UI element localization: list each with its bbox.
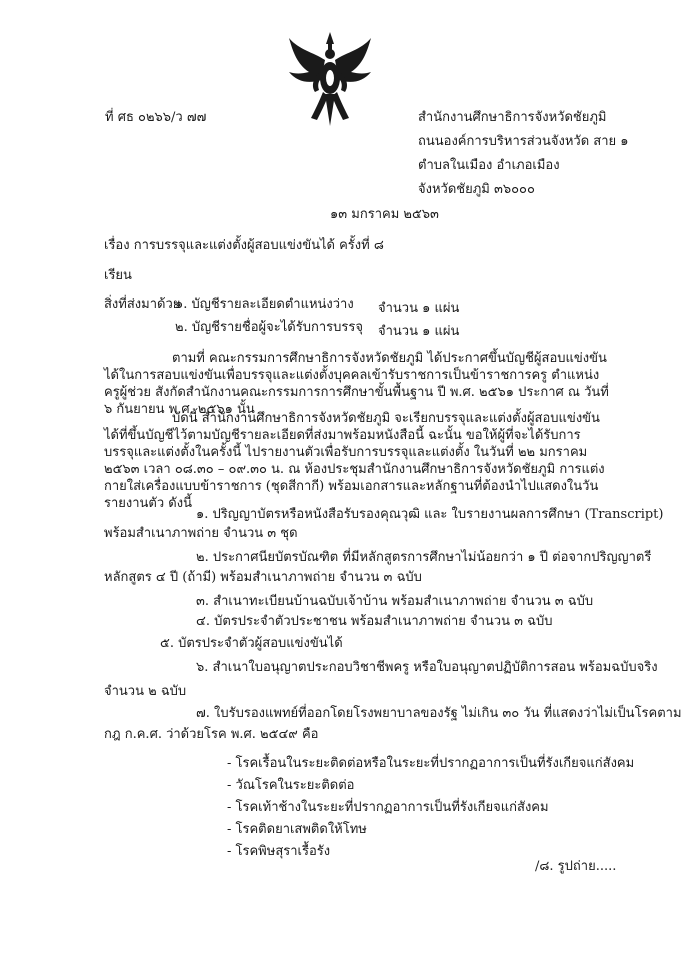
reference-number: ที่ ศธ ๐๒๖๖/ว ๗๗ (105, 110, 207, 125)
subject-line: เรื่อง การบรรจุและแต่งตั้งผู้สอบแข่งขันได้ ครั้งที่ ๘ (104, 238, 384, 253)
requirement-5: ๕. บัตรประจำตัวผู้สอบแข่งขันได้ (160, 636, 343, 651)
requirement-7: ๗. ใบรับรองแพทย์ที่ออกโดยโรงพยาบาลของรัฐ ไม่เกิน ๓๐ วัน ที่แสดงว่าไม่เป็นโรคตาม (196, 706, 682, 721)
requirement-2: ๒. ประกาศนียบัตรบัณฑิต ที่มีหลักสูตรการศึกษาไม่น้อยกว่า ๑ ปี ต่อจากปริญญาตรี (196, 550, 652, 565)
requirement-3: ๓. สำเนาทะเบียนบ้านฉบับเจ้าบ้าน พร้อมสำเนาภาพถ่าย จำนวน ๓ ฉบับ (196, 594, 594, 609)
requirement-7-cont: กฎ ก.ค.ศ. ว่าด้วยโรค พ.ศ. ๒๕๔๙ คือ (104, 727, 319, 742)
requirement-6: ๖. สำเนาใบอนุญาตประกอบวิชาชีพครู หรือใบอนุญาตปฏิบัติการสอน พร้อมฉบับจริง (196, 660, 658, 675)
paragraph-1: ตามที่ คณะกรรมการศึกษาธิการจังหวัดชัยภูมิ ได้ประกาศขึ้นบัญชีผู้สอบแข่งขันได้ในการสอบแข่งขันเพื่อบรรจุและแต่งตั้งบุคคลเข้ารับราชการเป็นข้าราชการครู ตำแหน่งครูผู้ช่วย สังกัดสำนักงานคณะกรรมการการศึกษาขั้นพื้นฐาน ปี พ.ศ. ๒๕๖๑ ประกาศ ณ วันที่ ๖ กันยายน พ.ศ. ๒๕๖๑ นั้น (104, 351, 609, 417)
disease-item-2: - วัณโรคในระยะติดต่อ (227, 778, 355, 793)
enclosures-label: สิ่งที่ส่งมาด้วย (104, 297, 181, 312)
address-line-3: ตำบลในเมือง อำเภอเมือง (418, 158, 560, 173)
requirement-2-cont: หลักสูตร ๔ ปี (ถ้ามี) พร้อมสำเนาภาพถ่าย จำนวน ๓ ฉบับ (104, 570, 422, 585)
disease-item-3: - โรคเท้าช้างในระยะที่ปรากฏอาการเป็นที่รังเกียจแก่สังคม (227, 800, 549, 815)
garuda-emblem (285, 30, 375, 130)
requirement-1-cont: พร้อมสำเนาภาพถ่าย จำนวน ๓ ชุด (104, 526, 298, 541)
address-line-2: ถนนองค์การบริหารส่วนจังหวัด สาย ๑ (418, 134, 629, 149)
requirement-1: ๑. ปริญญาบัตรหรือหนังสือรับรองคุณวุฒิ และ ใบรายงานผลการศึกษา (Transcript) (196, 507, 664, 522)
document-date: ๑๓ มกราคม ๒๕๖๓ (330, 207, 439, 222)
paragraph-2: บัดนี้ สำนักงานศึกษาธิการจังหวัดชัยภูมิ จะเรียกบรรจุและแต่งตั้งผู้สอบแข่งขันได้ที่ขึ้นบัญชีไว้ตามบัญชีรายละเอียดที่ส่งมาพร้อมหนังสือนี้ ฉะนั้น ขอให้ผู้ที่จะได้รับการบรรจุและแต่งตั้งในครั้งนี้ ไปรายงานตัวเพื่อรับการบรรจุและแต่งตั้ง ในวันที่ ๒๒ มกราคม ๒๕๖๓ เวลา ๐๘.๓๐ – ๐๙.๓๐ น. ณ ห้องประชุมสำนักงานศึกษาธิการจังหวัดชัยภูมิ การแต่งกายใส่เครื่องแบบข้าราชการ (ชุดสีกากี) พร้อมเอกสารและหลักฐานที่ต้องนำไปแสดงในวันรายงานตัว ดังนี้ (104, 411, 605, 511)
enclosure-qty-2: จำนวน ๑ แผ่น (378, 324, 460, 339)
salutation: เรียน (104, 268, 132, 283)
address-line-1: สำนักงานศึกษาธิการจังหวัดชัยภูมิ (418, 110, 607, 125)
continuation-note: /๘. รูปถ่าย..... (535, 859, 617, 874)
enclosure-qty-1: จำนวน ๑ แผ่น (378, 301, 460, 316)
address-line-4: จังหวัดชัยภูมิ ๓๖๐๐๐ (418, 182, 535, 197)
enclosure-item-1: ๑. บัญชีรายละเอียดตำแหน่งว่าง (175, 297, 354, 312)
disease-item-4: - โรคติดยาเสพติดให้โทษ (227, 822, 367, 837)
disease-item-1: - โรคเรื้อนในระยะติดต่อหรือในระยะที่ปรากฏอาการเป็นที่รังเกียจแก่สังคม (227, 756, 635, 771)
disease-item-5: - โรคพิษสุราเรื้อรัง (227, 844, 331, 859)
requirement-4: ๔. บัตรประจำตัวประชาชน พร้อมสำเนาภาพถ่าย จำนวน ๓ ฉบับ (196, 614, 553, 629)
requirement-6-cont: จำนวน ๒ ฉบับ (104, 684, 187, 699)
enclosure-item-2: ๒. บัญชีรายชื่อผู้จะได้รับการบรรจุ (175, 320, 363, 335)
